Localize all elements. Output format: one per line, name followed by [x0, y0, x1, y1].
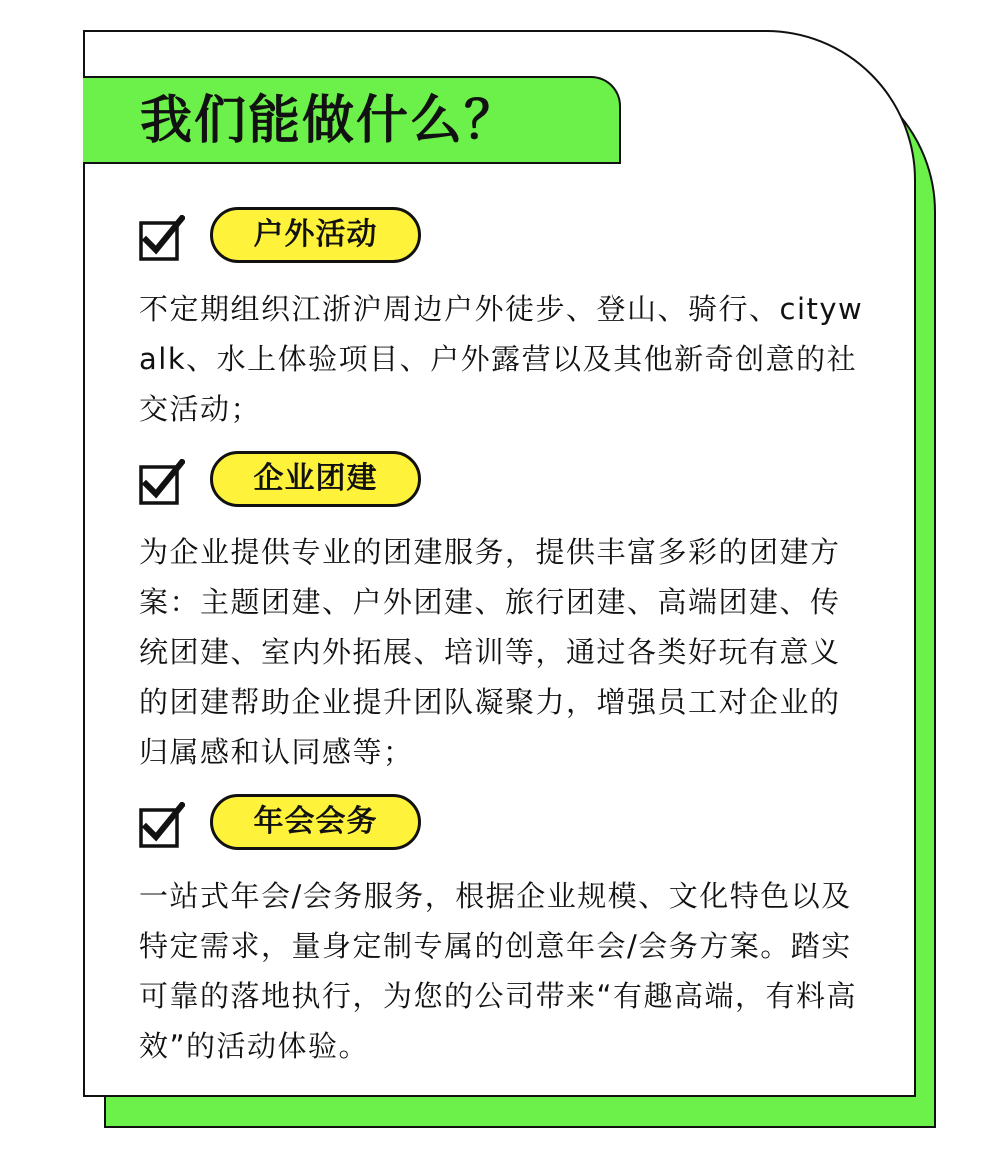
section-body-outdoor: 不定期组织江浙沪周边户外徒步、登山、骑行、citywalk、水上体验项目、户外露营以及其他新奇创意的社交活动； — [139, 292, 864, 426]
checkbox-checked-icon — [139, 215, 185, 261]
section-label-outdoor: 户外活动 — [210, 207, 421, 263]
page-title: 我们能做什么？ — [140, 91, 519, 151]
title-banner — [83, 76, 621, 164]
checkbox-checked-icon — [139, 802, 185, 848]
section-body-teambuilding: 为企业提供专业的团建服务，提供丰富多彩的团建方案：主题团建、户外团建、旅行团建、高端团建、传统团建、室内外拓展、培训等，通过各类好玩有意义的团建帮助企业提升团队凝聚力，增强员工对企业的归属感和认同感等； — [139, 535, 841, 769]
checkbox-checked-icon — [139, 459, 185, 505]
section-label-annual-meeting: 年会会务 — [210, 794, 421, 850]
section-body-annual-meeting: 一站式年会/会务服务，根据企业规模、文化特色以及特定需求，量身定制专属的创意年会/会务方案。踏实可靠的落地执行，为您的公司带来“有趣高端，有料高效”的活动体验。 — [139, 879, 858, 1063]
section-label-teambuilding: 企业团建 — [210, 451, 421, 507]
